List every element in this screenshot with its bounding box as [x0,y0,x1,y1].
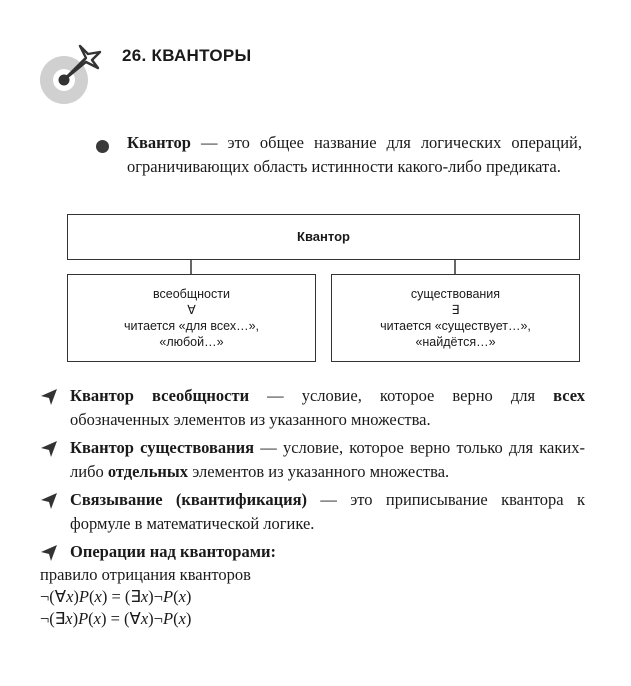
item-term: Квантор существования [70,438,255,457]
box-symbol: ∃ [451,303,460,317]
list-item [40,436,585,484]
item-text: — это приписывание квантора к формуле в математической логике. [70,490,585,533]
rule-subtitle: правило отрицания кванторов [40,565,251,584]
definition-paragraph [127,131,582,179]
bullet-dot [96,140,109,153]
item-emphasis: отдельных [107,462,189,481]
list-item [40,488,585,536]
quantifier-root-box: Квантор [67,214,580,260]
item-term: Квантор всеобщности [70,386,250,405]
item-text: — условие, которое верно только для каких-либо [70,438,585,481]
target-arrow-icon [38,40,102,110]
definition-list [40,384,585,630]
pointer-arrow-icon [40,544,58,562]
item-emphasis: всех [553,386,586,405]
universal-quantifier-box [67,274,316,362]
negation-formula-2: ¬(∃x)P(x) = (∀x)¬P(x) [40,609,192,628]
pointer-arrow-icon [40,388,58,406]
definition-term: Квантор [127,133,191,152]
pointer-arrow-icon [40,492,58,510]
list-item [40,540,585,564]
item-text: элементов из указанного множества. [188,462,450,481]
existential-quantifier-box [331,274,580,362]
list-item [40,384,585,432]
item-term: Связывание (квантификация) [70,490,308,509]
negation-formula-1: ¬(∀x)P(x) = (∃x)¬P(x) [40,587,192,606]
box-reads-line: «найдётся…» [415,335,496,349]
pointer-arrow-icon [40,440,58,458]
box-reads-line: читается «для всех…», [123,319,260,333]
chapter-title: 26. КВАНТОРЫ [122,46,252,65]
item-term: Операции над кванторами: [70,542,276,561]
item-text: обозначенных элементов из указанного множества. [70,410,431,429]
definition-text: — это общее название для логических операций, ограничивающих область истинности какого-либо предиката. [127,133,582,176]
box-symbol: ∀ [187,303,196,317]
box-title: существования [410,287,501,301]
item-text: — условие, которое верно для [249,386,554,405]
box-reads-line: «любой…» [159,335,224,349]
box-title: всеобщности [153,287,230,301]
box-reads-line: читается «существует…», [380,319,531,333]
